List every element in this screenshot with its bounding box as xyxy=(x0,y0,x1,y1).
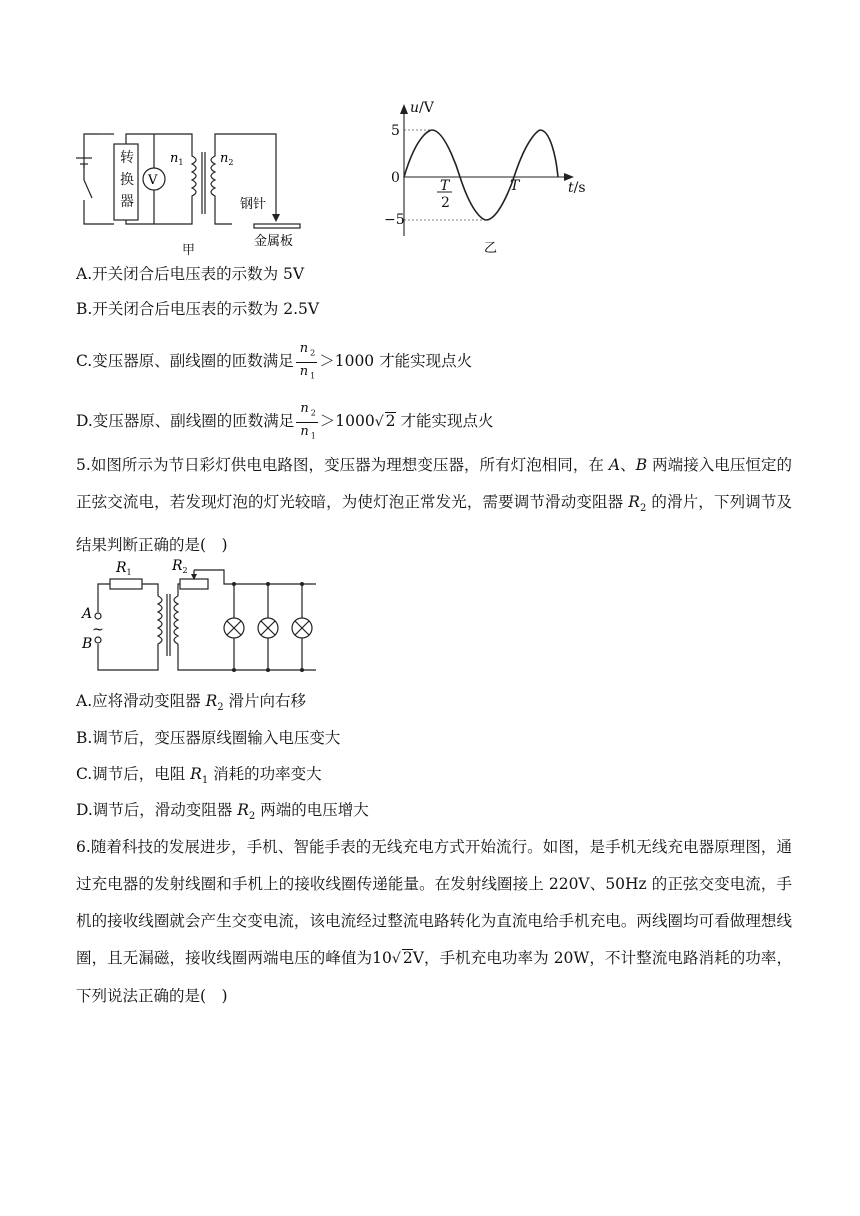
voltmeter-label: V xyxy=(148,173,158,188)
y-tick-neg5: −5 xyxy=(384,212,405,228)
r2-label: $R_2$ xyxy=(172,558,188,575)
x-axis-label: t/s xyxy=(568,180,586,196)
n1-label: $n_1$ xyxy=(170,151,184,167)
x-tick-T: T xyxy=(510,178,520,194)
q4-option-d-pre: D.变压器原、副线圈的匝数满足 xyxy=(76,412,295,431)
q4-option-d: D.变压器原、副线圈的匝数满足 $\frac{n _2}{n _1}$ ＞1000√ 2 才能实现点火 xyxy=(76,400,493,444)
q5-option-c: C.调节后，电阻 $R_1$ 消耗的功率变大 xyxy=(76,765,322,787)
q6-peak-value: 10√ 2V xyxy=(372,949,424,967)
q4-option-d-mid: ＞1000 xyxy=(319,412,375,431)
q4-option-c-pre: C.变压器原、副线圈的匝数满足 xyxy=(76,352,294,371)
x-tick-half-num: T xyxy=(440,178,450,194)
q4-option-d-post: 才能实现点火 xyxy=(395,412,494,431)
converter-char-3: 器 xyxy=(120,194,134,210)
y-tick-5: 5 xyxy=(391,123,400,139)
q5-option-b: B.调节后，变压器原线圈输入电压变大 xyxy=(76,729,341,747)
q4-option-c-post: ＞1000 才能实现点火 xyxy=(319,352,473,371)
n2-label: $n_2$ xyxy=(220,151,234,167)
r1-label: $R_1$ xyxy=(116,560,132,577)
q4-option-c-fraction: $\frac{n _2}{n _1}$ xyxy=(296,340,317,384)
converter-char-2: 换 xyxy=(120,172,134,188)
q5-option-d: D.调节后，滑动变阻器 $R_2$ 两端的电压增大 xyxy=(76,801,369,823)
q4-option-a: A.开关闭合后电压表的示数为 5V xyxy=(76,265,305,283)
q5-option-a: A.应将滑动变阻器 $R_2$ 滑片向右移 xyxy=(76,692,307,714)
q6-stem: 6.随着科技的发展进步，手机、智能手表的无线充电方式开始流行。如图，是手机无线充电器原理图，通过充电器的发射线圈和手机上的接收线圈传递能量。在发射线圈接上 220V、50Hz 的正弦交变电流，手机的接收线圈就会产生交变电流，该电流经过整流电路转化为直流电给手机充电。两线圈均可看做理想线圈，且无漏磁，接收线圈两端电压的峰值为10√ 2V，手机充电功率为 20W，不计整流电路消耗的功率，下列说法正确的是( ) xyxy=(76,838,792,1005)
sine-graph-yi xyxy=(380,96,600,256)
q4-option-d-fraction: $\frac{n _2}{n _1}$ xyxy=(296,400,317,444)
q5-stem: 5.如图所示为节日彩灯供电电路图，变压器为理想变压器，所有灯泡相同，在 A、B 两端接入电压恒定的正弦交流电，若发现灯泡的灯光较暗，为使灯泡正常发光，需要调节滑动变阻器 $R_2$ 的滑片，下列调节及结果判断正确的是( ) xyxy=(76,456,792,555)
terminal-b-label: B xyxy=(82,636,93,652)
x-tick-half-den: 2 xyxy=(441,195,450,211)
lamp-circuit-diagram xyxy=(76,552,326,682)
needle-label: 钢针 xyxy=(240,197,267,212)
sine-curve xyxy=(404,130,558,220)
y-axis-label: u/V xyxy=(410,100,434,116)
figure-jia-caption: 甲 xyxy=(182,243,196,258)
q4-option-b: B.开关闭合后电压表的示数为 2.5V xyxy=(76,300,320,318)
ac-symbol: ~ xyxy=(92,622,104,638)
figure-yi-caption: 乙 xyxy=(484,241,498,256)
converter-char-1: 转 xyxy=(120,150,134,166)
q4-option-c xyxy=(76,340,472,384)
y-tick-0: 0 xyxy=(391,170,400,186)
circuit-diagram-jia xyxy=(70,128,310,256)
terminal-a-label: A xyxy=(82,606,93,622)
plate-label: 金属板 xyxy=(254,234,294,249)
q4-option-d-root: 2 xyxy=(385,412,396,431)
